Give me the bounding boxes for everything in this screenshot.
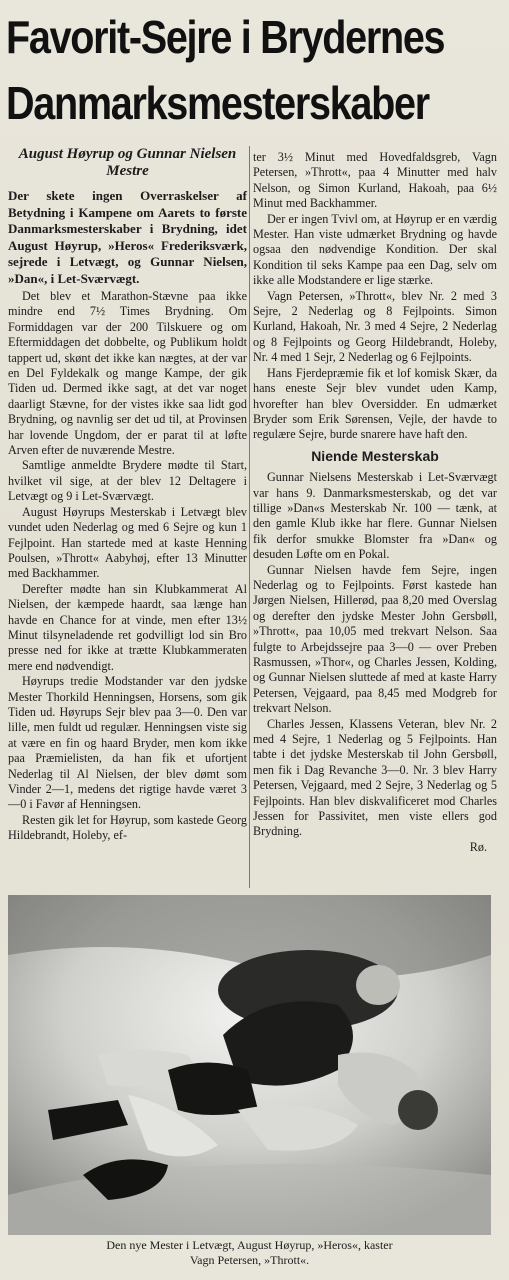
headline-line-1: Favorit-Sejre i Brydernes	[6, 11, 445, 63]
body-paragraph: Høyrups tredie Modstander var den jydske Mester Thorkild Henningsen, Horsens, som gik Tiden ud. Høyrups Sejr blev paa 3—0. Den var lille, men fuldt ud regulær. Henningsen viste sig at være en fin og haard Bryder, men kom ikke paa Præmielisten, da han fik et ufortjent Nederlag til Al Nielsen, der blev dømt som Vinder 2—1, medens det rigtige havde været 3—0 i Favør af Henningsen.	[8, 674, 247, 812]
lead-paragraph: Der skete ingen Overraskelser af Betydning i Kampene om Aarets to første Danmarksmesterskaber i Brydning, idet August Høyrup, »Heros« Frederiksværk, sejrede i Letvægt, og Gunnar Nielsen, »Dan«, i Let-Sværvægt.	[8, 188, 247, 286]
body-paragraph: Vagn Petersen, »Thrott«, blev Nr. 2 med 3 Sejre, 2 Nederlag og 8 Fejlpoints. Simon Kurland, Hakoah, Nr. 3 med 4 Sejre, 2 Nederlag og 8 Fejlpoints og Georg Hildebrandt, Holeby, Nr. 4 med 1 Sejr, 2 Nederlag og 6 Fejlpoints.	[253, 288, 497, 365]
body-paragraph: Hans Fjerdepræmie fik et lof komisk Skær, da hans eneste Sejr blev vundet uden Kamp, hvorefter han blev Oversidder. En udmærket Bryder som Erik Sørensen, Vejle, der havde to regulære Sejre, burde snarere have haft den.	[253, 365, 497, 442]
body-paragraph: August Høyrups Mesterskab i Letvægt blev vundet uden Nederlag og med 6 Sejre og kun 1 Fejlpoint. Han startede med at kaste Henning Poulsen, »Thrott« Aabyhøj, efter 13 Minutter med Backhammer.	[8, 504, 247, 581]
body-paragraph: Gunnar Nielsens Mesterskab i Let-Sværvægt var hans 9. Danmarksmesterskab, og det var tillige »Dan«s Mesterskab Nr. 100 — tænk, at den gamle Klub ikke har flere. Gunnar Nielsen fik derfor smukke Blomster fra »Dan« og desuden Løfte om en Pokal.	[253, 470, 497, 562]
body-paragraph: Gunnar Nielsen havde fem Sejre, ingen Nederlag og to Fejlpoints. Først kastede han Jørgen Nielsen, Hillerød, paa 8,20 med Overslag og derefter den jydske Mester John Gersbøll, »Thrott«, paa 10,05 med trekvart Nelson. Saa fulgte to Arbejdssejre paa 3—0 — over Preben Rasmussen, »Thor«, og Charles Jessen, Kolding, og Gunnar Nielsen sluttede af med at kaste Harry Petersen, Vejgaard, paa 8,45 med Modgreb for trekvart Nelson.	[253, 562, 497, 716]
photo-caption	[8, 1238, 491, 1268]
caption-line-2: Vagn Petersen, »Thrott«.	[189, 1253, 310, 1267]
column-divider	[249, 146, 250, 888]
section-heading: Niende Mesterskab	[311, 447, 439, 464]
body-paragraph: Det blev et Marathon-Stævne paa ikke mindre end 7½ Times Brydning. Om Formiddagen var der 200 Tilskuere og om Eftermiddagen det dobbelte, og Publikum holdt tappert ud, skønt det ikke kan nægtes, at der var en Del Fyldekalk og mange Kampe, der gik Tiden ud. Dermed ikke sagt, at det var noget daarligt Stævne, for der vistes ikke saa lidt god Brydning, og navnlig ser det ud til, at Provinsen har lovende Ungdom, der er parat til at løfte Arven efter de nuværende Mestre.	[8, 289, 247, 458]
body-paragraph: Resten gik let for Høyrup, som kastede Georg Hildebrandt, Holeby, ef-	[8, 812, 247, 843]
right-column	[253, 150, 497, 855]
subheadline: August Høyrup og Gunnar Nielsen Mestre	[18, 146, 237, 179]
caption-line-1: Den nye Mester i Letvægt, August Høyrup, »Heros«, kaster	[106, 1238, 393, 1252]
headline	[6, 4, 445, 136]
body-paragraph: ter 3½ Minut med Hovedfaldsgreb, Vagn Petersen, »Thrott«, paa 4 Minutter med halv Nelson, og Simon Kurland, Hakoah, paa 6½ Minut med Backhammer.	[253, 150, 497, 211]
body-paragraph: Der er ingen Tvivl om, at Høyrup er en værdig Mester. Han viste udmærket Brydning og havde ogsaa den nødvendige Kondition. Der skal Kondition til seks Kampe paa een Dag, selv om ikke alle Modstandere er lige stærke.	[253, 211, 497, 288]
wrestling-photo-illustration	[8, 895, 491, 1235]
body-paragraph: Samtlige anmeldte Brydere mødte til Start, hvilket vil sige, at der blev 12 Deltagere i Letvægt og 9 i Let-Sværvægt.	[8, 458, 247, 504]
wrestling-photo	[8, 895, 491, 1235]
body-paragraph: Derefter mødte han sin Klubkammerat Al Nielsen, der kæmpede haardt, saa længe han havde en Chance for at vinde, men efter 13½ Minut tilsyneladende ret godvilligt lod sin Bro presse ned for ikke at trætte Klubkammeraten mere end nødvendigt.	[8, 581, 247, 673]
body-paragraph: Charles Jessen, Klassens Veteran, blev Nr. 2 med 4 Sejre, 1 Nederlag og 5 Fejlpoints. Han tabte i det jydske Mesterskab til John Gersbøll, men fik i Dag Revanche 3—0. Nr. 3 blev Harry Petersen, Vejgaard, med 2 Sejre, 3 Nederlag og 5 Fejlpoints. Han blev diskvalificeret mod Charles Jessen for Passivitet, men viste ellers god Brydning.	[253, 716, 497, 839]
left-column	[8, 146, 247, 844]
headline-line-2: Danmarksmesterskaber	[6, 77, 429, 129]
author-signature: Rø.	[469, 839, 487, 854]
